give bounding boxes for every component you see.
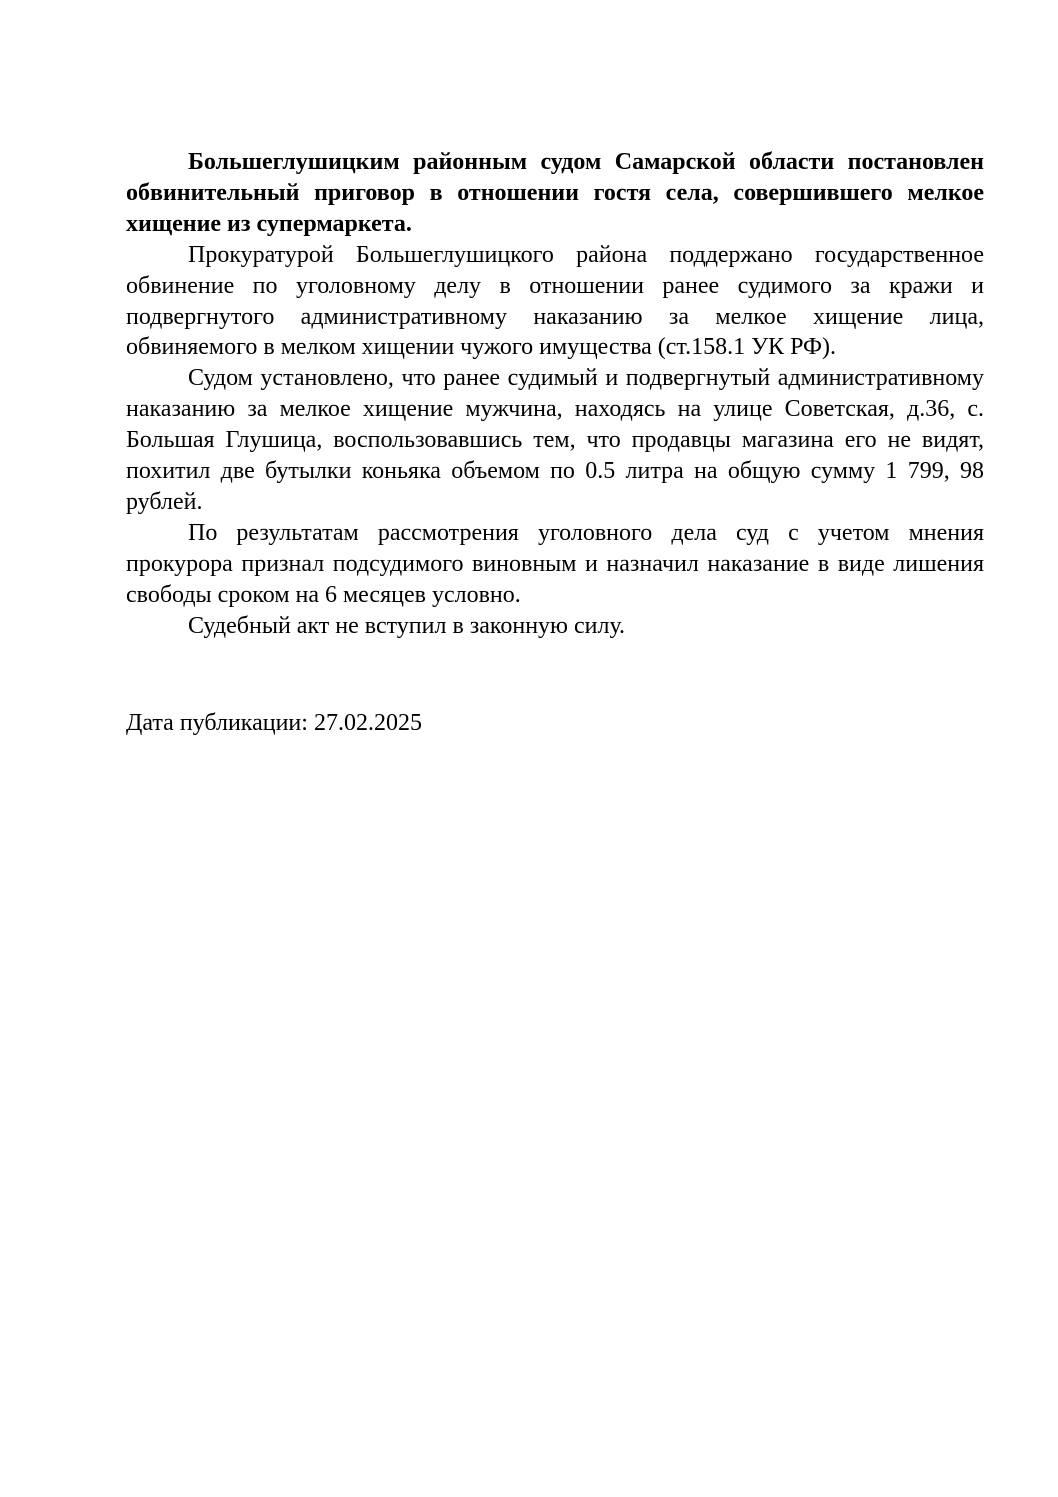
publication-date: Дата публикации: 27.02.2025 (126, 710, 422, 736)
article-paragraph: Судебный акт не вступил в законную силу. (188, 612, 626, 639)
article-paragraph: Прокуратурой Большеглушицкого района поддержано государственное обвинение по уголовному делу в отношении ранее судимого за кражи и подвергнутого административному наказанию за мелкое хищение лица, обвиняемого в мелком хищении чужого имущества (ст.158.1 УК РФ). (126, 241, 984, 361)
article-paragraph: Судом установлено, что ранее судимый и подвергнутый административному наказанию за мелкое хищение мужчина, находясь на улице Советская, д.36, с. Большая Глушица, воспользовавшись тем, что продавцы магазина его не видят, похитил две бутылки коньяка объемом по 0.5 литра на общую сумму 1 799, 98 рублей. (126, 365, 984, 515)
article-headline: Большеглушицким районным судом Самарской области постановлен обвинительный приговор в отношении гостя села, совершившего мелкое хищение из супермаркета. (126, 149, 984, 237)
article-body (126, 147, 984, 642)
article-paragraph: По результатам рассмотрения уголовного дела суд с учетом мнения прокурора признал подсудимого виновным и назначил наказание в виде лишения свободы сроком на 6 месяцев условно. (126, 519, 984, 608)
